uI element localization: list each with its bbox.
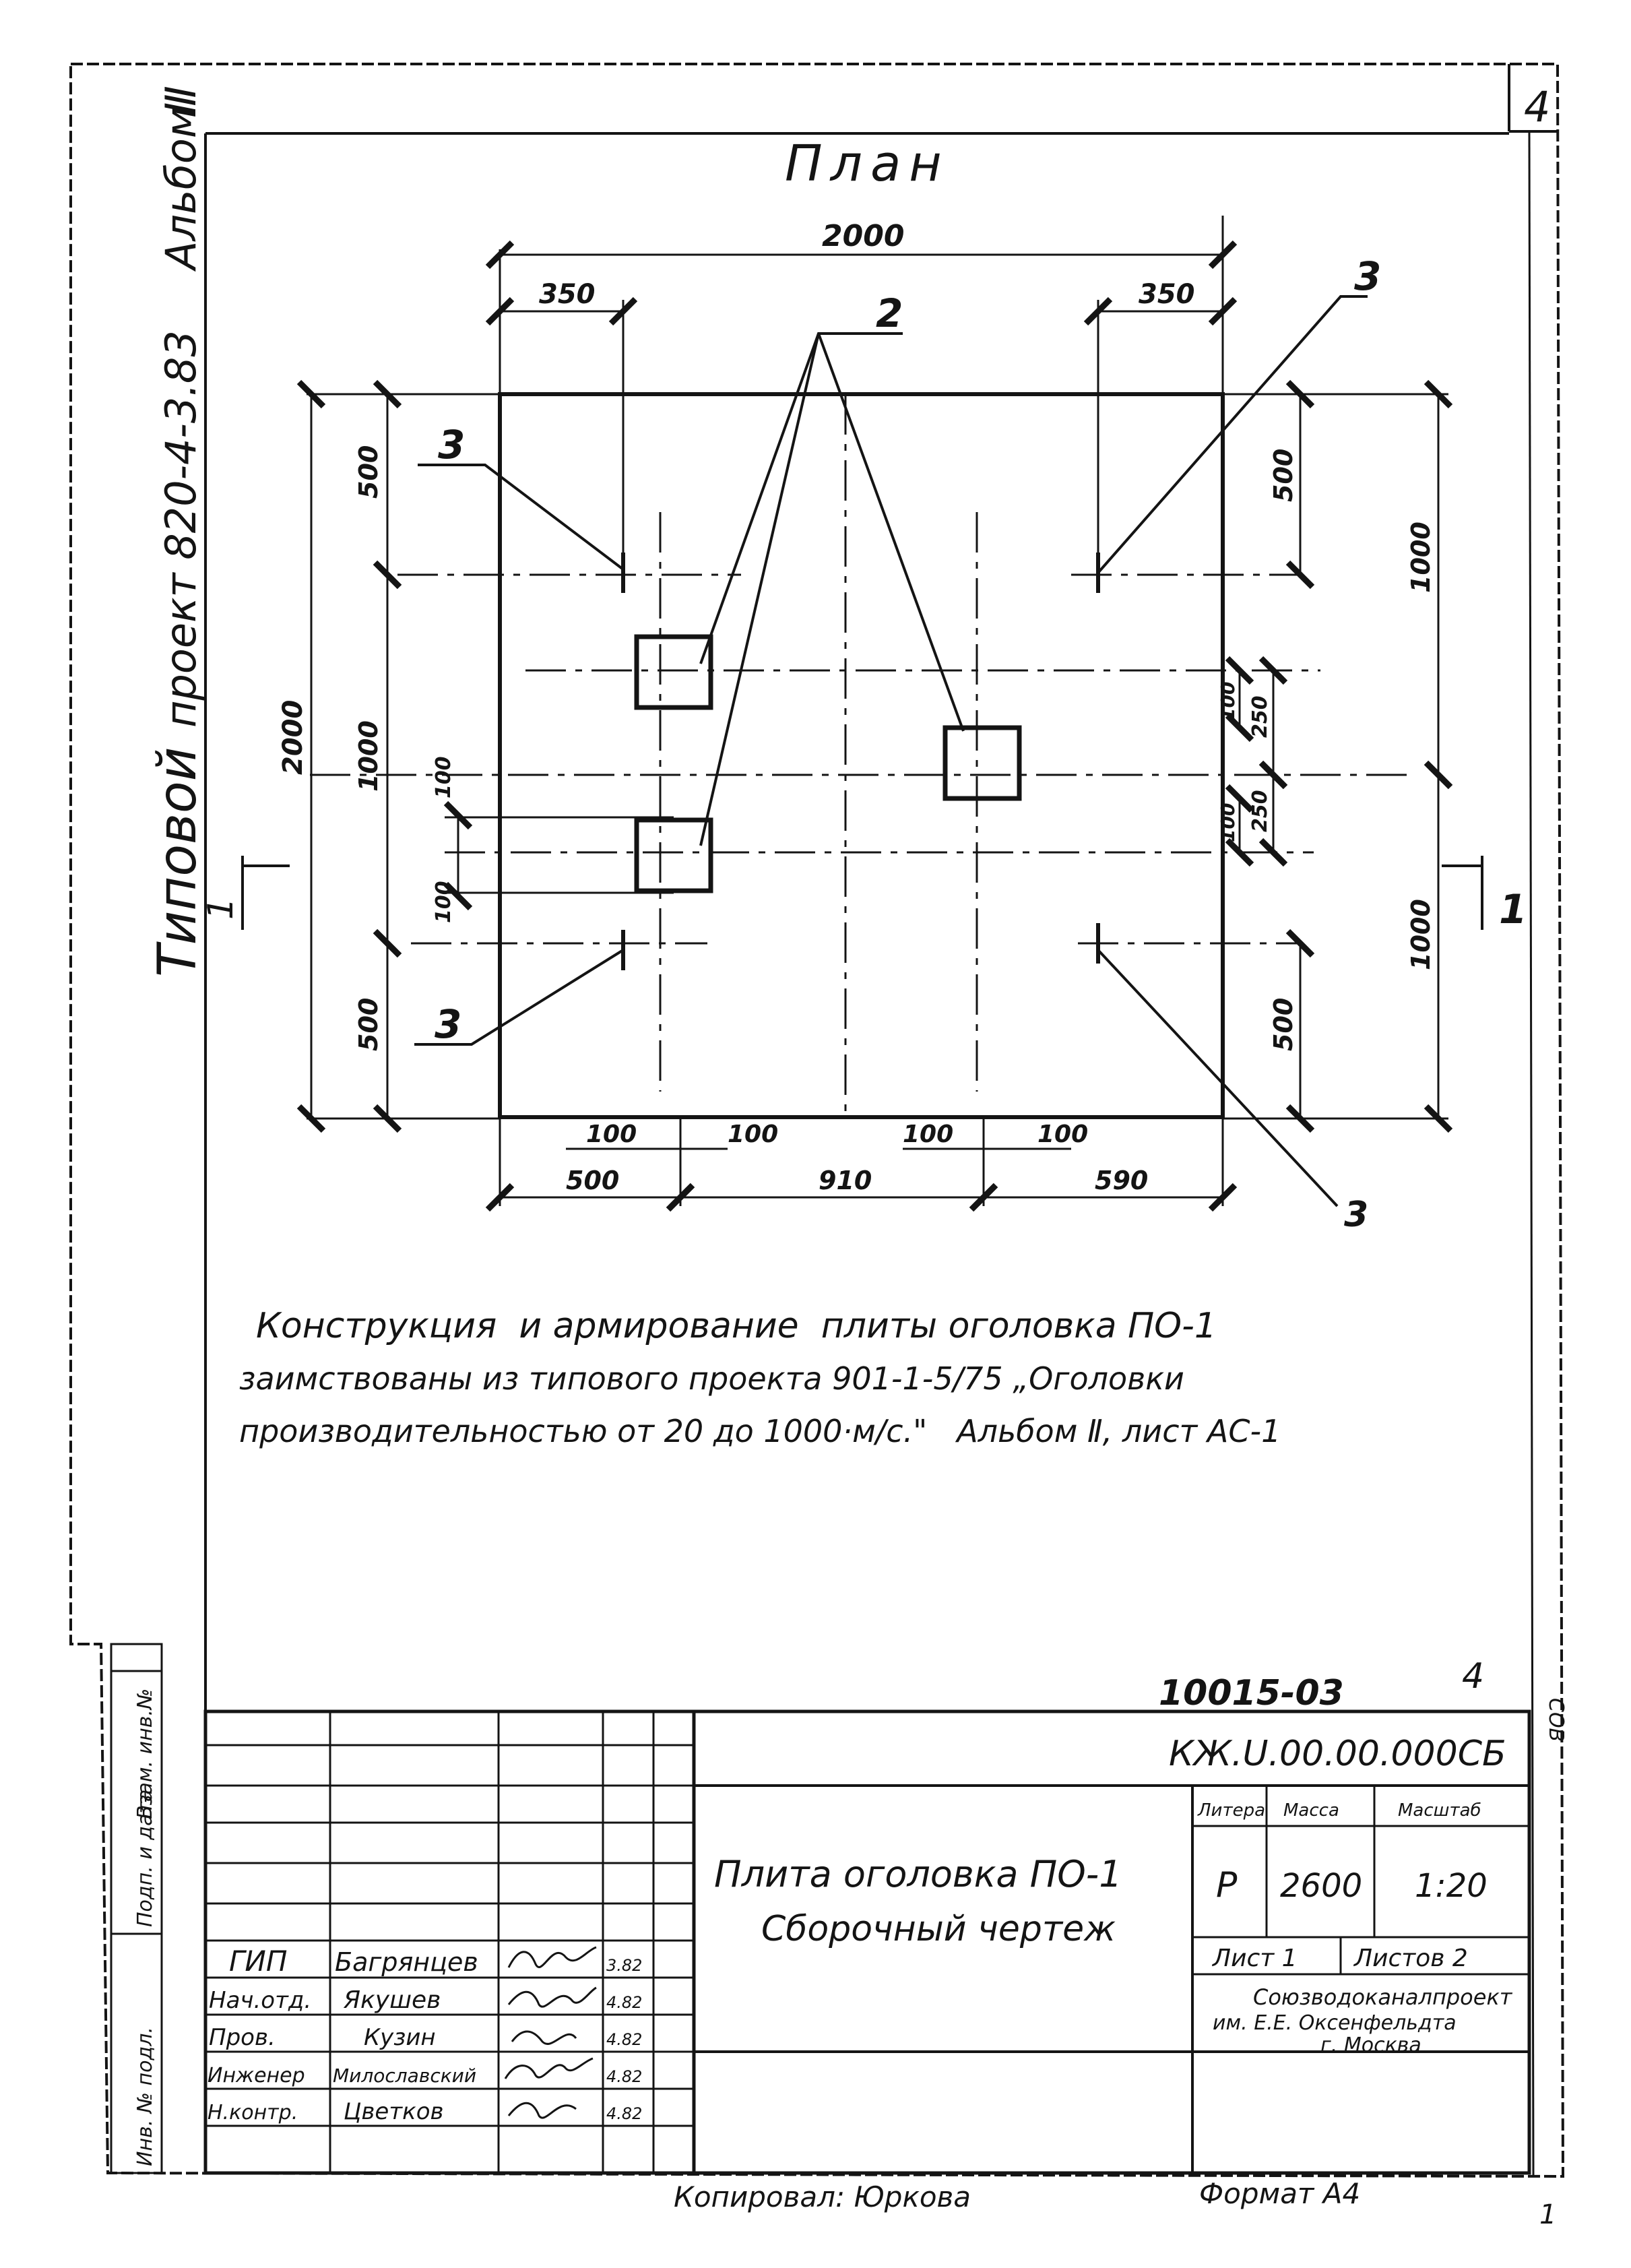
plate-outline xyxy=(500,394,1223,1117)
section-marks xyxy=(243,856,1482,930)
dim-right-inner-small-bottom: 100 xyxy=(1217,802,1239,842)
sheet-format: Формат А4 xyxy=(1199,2177,1361,2210)
side-title-part2: проект 820-4-3.83 xyxy=(156,330,205,728)
sheet-corner-number: 4 xyxy=(1524,82,1551,131)
sheet-number: Лист 1 xyxy=(1213,1945,1298,1972)
name-0: Багрянцев xyxy=(335,1947,478,1977)
drawing-title-line-1: Плита оголовка ПО-1 xyxy=(714,1853,1122,1895)
role-4: Н.контр. xyxy=(207,2101,298,2124)
dim-overall-width: 2000 xyxy=(822,219,905,253)
left-margin-cell-3: Взам. инв.№ xyxy=(133,1688,157,1819)
plan-title: План xyxy=(785,135,950,193)
left-margin-cell-1: Инв. № подл. xyxy=(133,2027,157,2166)
name-3: Милославский xyxy=(333,2065,477,2087)
section-label-left: 1 xyxy=(201,897,241,920)
dim-bottom-seg-1: 500 xyxy=(566,1166,620,1195)
leader-label-3-top-right: 3 xyxy=(1354,253,1382,299)
stray-mark: 1 xyxy=(1539,2199,1557,2230)
mass-header: Масса xyxy=(1283,1800,1339,1821)
stage-header: Литера xyxy=(1198,1800,1266,1821)
role-2: Пров. xyxy=(209,2024,276,2051)
date-2: 4.82 xyxy=(606,2030,643,2049)
dimension-texts xyxy=(278,219,1436,1195)
dim-top-left-offset: 350 xyxy=(539,279,596,310)
dim-right-inner-small-top: 100 xyxy=(1217,681,1239,721)
dim-left-top: 500 xyxy=(354,445,383,499)
center-lines xyxy=(310,394,1415,1119)
organization-line-1: Союзводоканалпроект xyxy=(1253,1984,1512,2010)
opening-bottom-left xyxy=(637,820,711,891)
leader-labels xyxy=(201,253,1527,1235)
dim-bottom-small-4: 100 xyxy=(1037,1121,1089,1148)
dim-left-mid: 1000 xyxy=(354,720,383,792)
note-line-1: Конструкция и армирование плиты оголовка ПО-1 xyxy=(256,1306,1217,1346)
role-0: ГИП xyxy=(229,1945,288,1978)
dim-top-right-offset: 350 xyxy=(1139,279,1195,310)
dim-bottom-seg-2: 910 xyxy=(819,1166,872,1195)
left-margin-cell-2: Подп. и дата xyxy=(133,1789,157,1927)
role-3: Инженер xyxy=(207,2064,305,2087)
inventory-sheet: 4 xyxy=(1462,1656,1485,1697)
dim-bottom-small-1: 100 xyxy=(586,1121,637,1148)
side-title-part1: Типовой xyxy=(148,747,208,977)
date-3: 4.82 xyxy=(606,2067,643,2086)
organization-line-2: им. Е.Е. Оксенфельдта xyxy=(1213,2011,1457,2035)
scale-header: Масштаб xyxy=(1398,1800,1481,1821)
dim-right-top: 500 xyxy=(1269,448,1298,502)
name-4: Цветков xyxy=(344,2098,444,2125)
name-2: Кузин xyxy=(364,2024,436,2051)
side-title xyxy=(148,86,208,977)
dim-bottom-small-2: 100 xyxy=(728,1121,779,1148)
organization-line-3: г. Москва xyxy=(1320,2034,1421,2057)
dim-left-inner-bottom: 100 xyxy=(432,881,455,923)
leader-label-3-top-left: 3 xyxy=(438,422,466,468)
signatures xyxy=(505,1947,596,2118)
dim-overall-height: 2000 xyxy=(278,699,309,775)
side-title-part3: Альбом xyxy=(156,106,205,270)
side-title-album-mark: Ⅲ xyxy=(156,86,205,115)
dim-right-inner-1: 250 xyxy=(1248,695,1272,738)
dim-bottom-small-3: 100 xyxy=(903,1121,954,1148)
dim-right-upper: 1000 xyxy=(1406,522,1436,593)
name-1: Якушев xyxy=(344,1986,441,2014)
section-label-right: 1 xyxy=(1499,886,1527,933)
dim-right-lower: 1000 xyxy=(1406,899,1436,970)
inventory-number: 10015-03 xyxy=(1159,1673,1344,1713)
anchor-marks xyxy=(623,553,1098,970)
construction-note xyxy=(239,1306,1281,1449)
date-0: 3.82 xyxy=(606,1956,643,1975)
side-stamp-text: СОВ xyxy=(1544,1698,1568,1742)
date-4: 4.82 xyxy=(606,2104,643,2123)
copied-by: Копировал: Юркова xyxy=(674,2180,971,2213)
date-1: 4.82 xyxy=(606,1993,643,2012)
scale-value: 1:20 xyxy=(1415,1867,1488,1905)
signature-rows xyxy=(207,1945,642,2125)
mass-value: 2600 xyxy=(1280,1867,1363,1905)
stage-value: Р xyxy=(1216,1865,1238,1905)
role-1: Нач.отд. xyxy=(209,1987,312,2014)
dim-left-inner-top: 100 xyxy=(432,756,455,798)
note-line-3: производительностью от 20 до 1000·м/с." Альбом Ⅱ, лист АС-1 xyxy=(239,1413,1281,1449)
drawing-title-line-2: Сборочный чертеж xyxy=(761,1909,1116,1949)
leader-label-3-bottom-right: 3 xyxy=(1344,1195,1369,1235)
note-line-2: заимствованы из типового проекта 901-1-5/75 „Оголовки xyxy=(239,1360,1184,1397)
document-code: КЖ.U.00.00.000СБ xyxy=(1169,1734,1506,1774)
sheet-count: Листов 2 xyxy=(1354,1945,1468,1972)
opening-right xyxy=(945,728,1019,798)
dim-right-inner-2: 250 xyxy=(1248,790,1272,832)
leader-label-2: 2 xyxy=(876,290,903,336)
dim-bottom-seg-3: 590 xyxy=(1095,1166,1149,1195)
leader-label-3-bottom-left: 3 xyxy=(435,1001,462,1047)
opening-top-left xyxy=(637,637,711,707)
dim-left-bottom: 500 xyxy=(354,997,383,1051)
dimension-lines xyxy=(307,216,1448,1206)
dim-right-bottom: 500 xyxy=(1269,997,1298,1051)
